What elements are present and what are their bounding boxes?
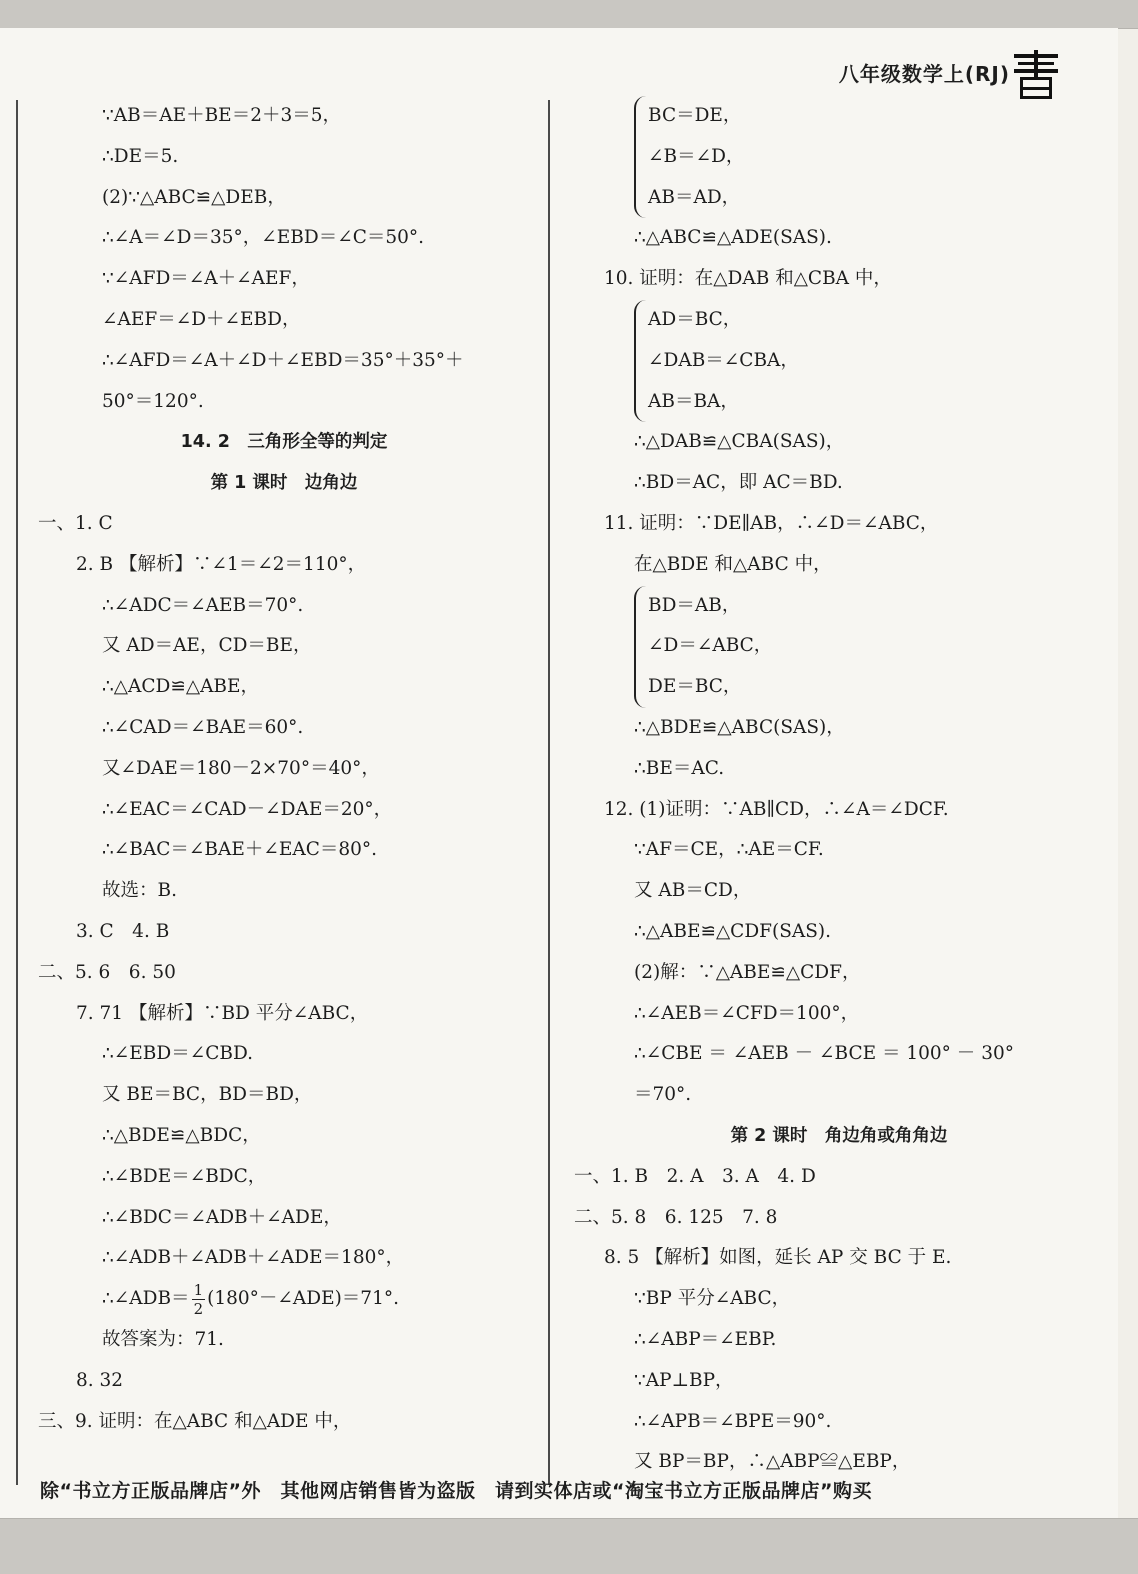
proof-brace [634, 300, 1074, 422]
lesson-title: 第 1 课时 边角边 [210, 473, 358, 494]
text-line: ∴∠APB＝∠BPE＝90°. [634, 1410, 832, 1432]
text-line: 又∠DAE＝180－2×70°＝40°， [102, 757, 380, 779]
text-line: 故答案为：71. [102, 1328, 224, 1350]
answer-line: 8. 5 【解析】如图，延长 AP 交 BC 于 E. [604, 1247, 952, 1269]
answer-line: 2. B 【解析】∵∠1＝∠2＝110°， [76, 553, 367, 575]
text-line: ∠D＝∠ABC， [648, 635, 773, 657]
text-line: ∵AB＝AE＋BE＝2＋3＝5， [102, 105, 342, 126]
text-line: BC＝DE， [648, 105, 742, 126]
column-divider [548, 100, 550, 1485]
section-title: 14. 2 三角形全等的判定 [180, 432, 388, 453]
text-line: (2)∵△ABC≌△DEB， [102, 186, 286, 208]
text-segment: ∴∠ADB＝ [102, 1288, 190, 1310]
text-line: ∴△ABC≌△ADE(SAS). [634, 227, 832, 249]
text-segment: (180°－∠ADE)＝71°. [207, 1288, 399, 1310]
book-title: 八年级数学上(RJ) [838, 62, 1010, 86]
text-line: 又 BP＝BP，∴△ABP≌△EBP， [634, 1451, 911, 1473]
text-line: ∴∠ABP＝∠EBP. [634, 1328, 777, 1350]
answer-line: 12. (1)证明：∵AB∥CD，∴∠A＝∠DCF. [604, 798, 949, 820]
book-logo-icon [1012, 50, 1060, 102]
text-line: ∴△BDE≌△BDC， [102, 1124, 261, 1146]
scan-bottom-band [0, 1518, 1138, 1574]
answer-line: 二、5. 6 6. 50 [38, 961, 176, 983]
answer-line: 一、1. C [38, 512, 113, 534]
text-line: ∴∠EBD＝∠CBD. [102, 1043, 254, 1065]
text-line: AB＝AD， [648, 186, 741, 208]
text-line: ∴△DAB≌△CBA(SAS)， [634, 431, 845, 453]
text-line: ∴∠BDE＝∠BDC， [102, 1165, 267, 1187]
text-line: ∴△BDE≌△ABC(SAS)， [634, 716, 845, 738]
answer-line: 三、9. 证明：在△ABC 和△ADE 中， [38, 1410, 352, 1432]
text-line: ∴∠BDC＝∠ADB＋∠ADE， [102, 1206, 342, 1228]
text-line: AD＝BC， [648, 308, 742, 330]
answer-line: 8. 32 [76, 1369, 124, 1391]
text-line: ∴DE＝5. [102, 145, 179, 167]
text-line: ∴∠AEB＝∠CFD＝100°， [634, 1002, 860, 1024]
text-line: ∵AF＝CE，∴AE＝CF. [634, 839, 824, 861]
answer-line: 一、1. B 2. A 3. A 4. D [574, 1165, 816, 1187]
text-line: ∵AP⊥BP， [634, 1369, 734, 1391]
text-line: 在△BDE 和△ABC 中， [634, 553, 832, 575]
denominator: 2 [193, 1299, 204, 1318]
answer-line: 二、5. 8 6. 125 7. 8 [574, 1206, 778, 1228]
fraction-line [24, 1279, 544, 1320]
lesson-title: 第 2 课时 角边角或角角边 [730, 1125, 948, 1146]
text-line: ∴BE＝AC. [634, 757, 725, 779]
answer-line: 3. C 4. B [76, 920, 170, 942]
text-line: ∴△ACD≌△ABE， [102, 676, 260, 698]
right-column [574, 96, 1074, 1483]
text-line: 又 AB＝CD， [634, 880, 752, 902]
scan-top-band [0, 0, 1138, 29]
text-line: (2)解：∵△ABE≌△CDF， [634, 961, 861, 983]
numerator: 1 [193, 1280, 204, 1299]
text-line: ∴∠CBE ＝ ∠AEB － ∠BCE ＝ 100° － 30° [634, 1043, 1014, 1065]
proof-brace [634, 586, 1074, 708]
text-line: ∠B＝∠D， [648, 145, 745, 167]
text-line: DE＝BC， [648, 676, 742, 698]
text-line: ∴∠AFD＝∠A＋∠D＋∠EBD＝35°＋35°＋ [102, 349, 464, 371]
answer-line: 10. 证明：在△DAB 和△CBA 中， [604, 268, 892, 290]
text-line: ∴△ABE≌△CDF(SAS). [634, 920, 832, 942]
text-line: ∴∠A＝∠D＝35°，∠EBD＝∠C＝50°. [102, 227, 425, 249]
text-line: ∴∠ADB＋∠ADB＋∠ADE＝180°， [102, 1247, 405, 1269]
answer-line: 11. 证明：∵DE∥AB，∴∠D＝∠ABC， [604, 512, 939, 534]
text-line: ∠AEF＝∠D＋∠EBD， [102, 308, 301, 330]
text-line: 50°＝120°. [102, 390, 204, 412]
text-line: ∵∠AFD＝∠A＋∠AEF， [102, 268, 310, 290]
proof-brace [634, 96, 1074, 218]
answer-line: 7. 71 【解析】∵BD 平分∠ABC， [76, 1002, 369, 1024]
text-line: ∴BD＝AC，即 AC＝BD. [634, 472, 843, 494]
anti-piracy-notice: 除“书立方正版品牌店”外 其他网店销售皆为盗版 请到实体店或“淘宝书立方正版品牌店”购买 [40, 1480, 872, 1502]
text-line: 又 AD＝AE，CD＝BE， [102, 635, 312, 657]
text-line: AB＝BA， [648, 390, 739, 412]
text-line: 又 BE＝BC，BD＝BD， [102, 1084, 313, 1106]
text-line: BD＝AB， [648, 594, 741, 616]
text-line: ∴∠EAC＝∠CAD－∠DAE＝20°， [102, 798, 393, 820]
text-line: 故选：B. [102, 880, 177, 902]
text-line: ∴∠BAC＝∠BAE＋∠EAC＝80°. [102, 839, 378, 861]
fraction [192, 1281, 206, 1318]
left-margin-rule [16, 100, 18, 1485]
text-line: ∵BP 平分∠ABC， [634, 1288, 791, 1310]
text-line: ＝70°. [634, 1084, 692, 1106]
text-line: ∴∠CAD＝∠BAE＝60°. [102, 716, 304, 738]
left-column [24, 96, 544, 1442]
text-line: ∴∠ADC＝∠AEB＝70°. [102, 594, 304, 616]
text-line: ∠DAB＝∠CBA， [648, 349, 799, 371]
